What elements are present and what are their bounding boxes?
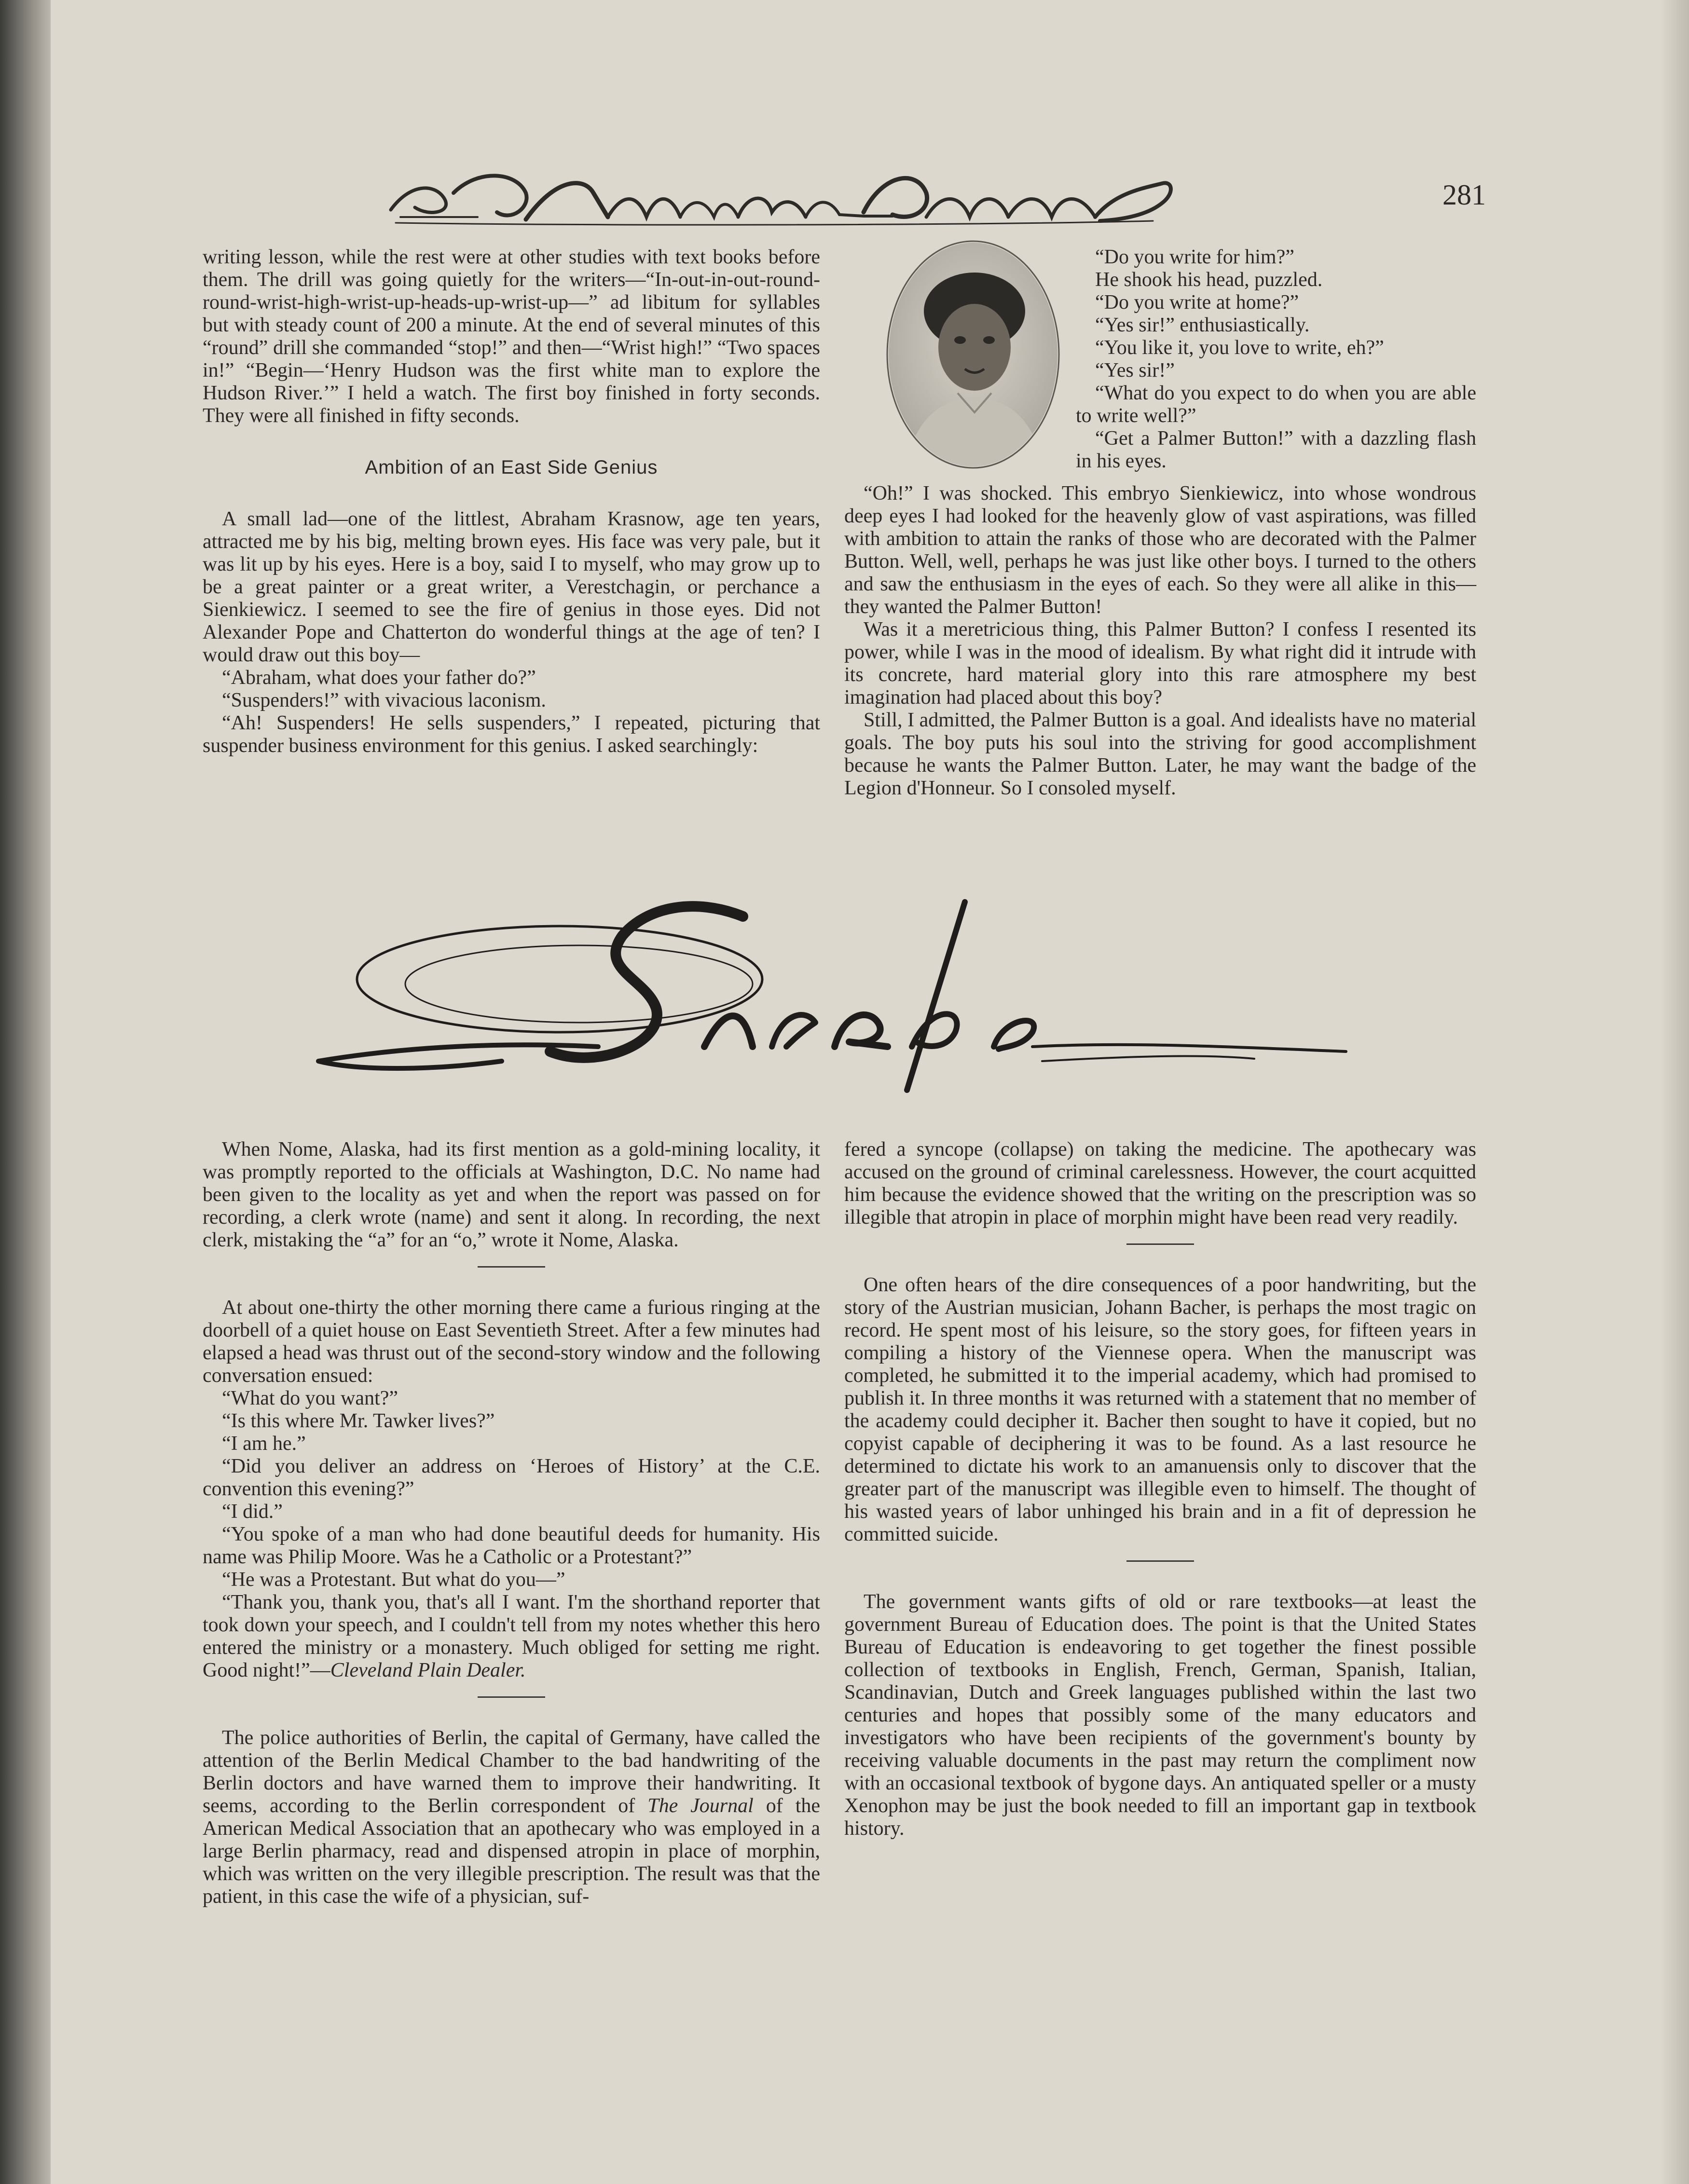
masthead-script-icon — [381, 164, 1177, 232]
article-paragraph: “Oh!” I was shocked. This embryo Sienkiewicz, into whose wondrous deep eyes I had looked for the heavenly glow of vast aspirations, was filled with ambition to attain the ranks of those who are decorated with the Palmer Button. Well, well, perhaps he was just like other boys. I turned to the others and saw the enthusiasm in the eyes of each. So they were all alike in this—they wanted the Palmer Button! — [844, 482, 1476, 618]
dialogue-line: “Is this where Mr. Tawker lives?” — [222, 1410, 495, 1432]
column-right-bottom — [844, 1138, 1476, 1840]
dialogue-line: “Do you write for him?” — [1095, 246, 1294, 268]
divider-rule — [1126, 1243, 1194, 1245]
page-number: 281 — [1442, 179, 1486, 211]
journal-title: The Journal — [647, 1795, 754, 1817]
dialogue-line — [203, 1591, 820, 1682]
scrap-tawker-intro: At about one-thirty the other morning there came a furious ringing at the doorbell of a quiet house on East Seventieth Street. After a few minutes had elapsed a head was thrust out of the second-story window and the following conversation ensued: — [203, 1297, 820, 1387]
article-paragraph: “Ah! Suspenders! He sells suspenders,” I repeated, picturing that suspender business environment for this genius. I asked searchingly: — [203, 712, 820, 757]
berlin-text-b: of the American Medical Association that an apothecary who was employed in a large Berlin pharmacy, read and dispensed atropin in place of morphin, which was written on the very illegible prescription. The result was that the patient, in this case the wife of a physician, suf- — [203, 1795, 821, 1908]
article-paragraph: A small lad—one of the littlest, Abraham Krasnow, age ten years, attracted me by his big, melting brown eyes. His face was very pale, but it was lit up by his eyes. Here is a boy, said I to myself, who may grow up to be a great painter or a great writer, a Verestchagin, or perchance a Sienkiewicz. I seemed to see the fire of genius in those eyes. Did not Alexander Pope and Chatterton do wonderful things at the age of ten? I would draw out this boy— — [203, 508, 820, 666]
article-paragraph: writing lesson, while the rest were at other studies with text books before them. The drill was going quietly for the writers—“In-out-in-out-round-round-wrist-high-wrist-up-heads-up-wrist-up—” ad libitum for syllables but with steady count of 200 a minute. At the end of several minutes of this “round” drill she commanded “stop!” and then—“Wrist high!” “Two spaces in!” “Begin—‘Henry Hudson was the first white man to explore the Hudson River.’” I held a watch. The first boy finished in forty seconds. They were all finished in fifty seconds. — [203, 246, 820, 427]
scrap-textbooks: The government wants gifts of old or rare textbooks—at least the government Bureau of Education does. The point is that the United States Bureau of Education is endeavoring to get together the finest possible collection of textbooks in English, French, German, Spanish, Italian, Scandinavian, Dutch and Greek languages published within the last two centuries and hopes that possibly some of the many educators and investigators who have been recipients of the government's bounty by receiving valuable documents in the past may return the compliment now with an occasional textbook of bygone days. An antiquated speller or a musty Xenophon may be just the book needed to fill an important gap in textbook history. — [844, 1591, 1476, 1840]
dialogue-line: “Yes sir!” enthusiastically. — [1095, 314, 1310, 336]
source-credit: Cleveland Plain Dealer. — [330, 1659, 526, 1681]
dialogue-line: “I am he.” — [222, 1433, 306, 1455]
dialogue-text: “Thank you, thank you, that's all I want. I'm the shorthand reporter that took down your speech, and I couldn't tell from my notes whether this hero entered the ministry or a monastery. Much obliged for setting me right. Good night!”— — [203, 1591, 820, 1681]
dialogue-line: “He was a Protestant. But what do you—” — [222, 1569, 565, 1591]
dialogue-line: He shook his head, puzzled. — [1095, 269, 1323, 291]
berlin-text-a: The police authorities of Berlin, the capital of Germany, have called the attention of the Berlin Medical Chamber to the bad handwriting of the Berlin doctors and have warned them to improve their handwriting. It seems, according to the Berlin correspondent of — [203, 1727, 820, 1817]
scrap-berlin — [203, 1727, 820, 1908]
column-right-top — [844, 482, 1476, 800]
article-paragraph: Still, I admitted, the Palmer Button is a goal. And idealists have no material goals. The boy puts his soul into the striving for good accomplishment because he wants the Palmer Button. Later, he may want the badge of the Legion d'Honneur. So I consoled myself. — [844, 709, 1476, 799]
column-left-top — [203, 246, 820, 757]
boy-portrait-photo — [885, 239, 1061, 470]
column-right-top-dialogue — [1076, 246, 1476, 473]
scrap-berlin-continued: fered a syncope (collapse) on taking the medicine. The apothecary was accused on the ground of criminal carelessness. However, the court acquitted him because the evidence showed that the writing on the prescription was so illegible that atropin in place of morphin might have been read very readily. — [844, 1138, 1476, 1228]
divider-rule — [478, 1696, 545, 1698]
dialogue-line: “I did.” — [222, 1501, 283, 1523]
column-left-bottom — [203, 1138, 820, 1908]
book-binding — [0, 0, 51, 2184]
scrap-nome: When Nome, Alaska, had its first mention as a gold-mining locality, it was promptly reported to the officials at Washington, D.C. No name had been given to the locality as yet and when the report was passed on for recording, a clerk wrote (name) and sent it along. In recording, the next clerk, mistaking the “a” for an “o,” wrote it Nome, Alaska. — [203, 1138, 820, 1251]
dialogue-line: “Yes sir!” — [1095, 359, 1175, 382]
scrap-bacher: One often hears of the dire consequences of a poor handwriting, but the story of the Austrian musician, Johann Bacher, is perhaps the most tragic on record. He spent most of his leisure, so the story goes, for fifteen years in compiling a history of the Viennese opera. When the manuscript was completed, he submitted it to the imperial academy, which had promised to publish it. In three months it was returned with a statement that no member of the academy could decipher it. Bacher then sought to have it copied, but no copyist capable of deciphering it was to be found. As a last resource he determined to dictate his work to an amanuensis only to discover that the greater part of the manuscript was illegible even to himself. The thought of his wasted years of labor unhinged his brain and in a fit of depression he committed suicide. — [844, 1274, 1476, 1545]
masthead-logo — [381, 164, 1177, 232]
dialogue-line: “Get a Palmer Button!” with a dazzling flash in his eyes. — [1076, 427, 1476, 472]
scraps-title — [309, 887, 1351, 1100]
dialogue-line: “You spoke of a man who had done beautiful deeds for humanity. His name was Philip Moore. Was he a Catholic or a Protestant?” — [203, 1523, 820, 1568]
dialogue-line: “What do you want?” — [222, 1387, 398, 1409]
section-heading: Ambition of an East Side Genius — [365, 457, 658, 478]
dialogue-line: “Did you deliver an address on ‘Heroes of History’ at the C.E. convention this evening?” — [203, 1455, 820, 1500]
divider-rule — [478, 1266, 545, 1268]
dialogue-line: “What do you expect to do when you are able to write well?” — [1076, 382, 1476, 427]
divider-rule — [1126, 1560, 1194, 1562]
dialogue-line: “Suspenders!” with vivacious laconism. — [222, 689, 546, 711]
portrait-icon — [885, 239, 1061, 470]
dialogue-line: “Do you write at home?” — [1095, 291, 1299, 314]
scraps-script-icon — [309, 887, 1351, 1100]
dialogue-line: “Abraham, what does your father do?” — [222, 667, 536, 689]
dialogue-line: “You like it, you love to write, eh?” — [1095, 337, 1384, 359]
article-paragraph: Was it a meretricious thing, this Palmer Button? I confess I resented its power, while I was in the mood of idealism. By what right did it intrude with its concrete, hard material glory into this rare atmosphere my best imagination had placed about this boy? — [844, 618, 1476, 709]
page-edge — [1660, 0, 1689, 2184]
